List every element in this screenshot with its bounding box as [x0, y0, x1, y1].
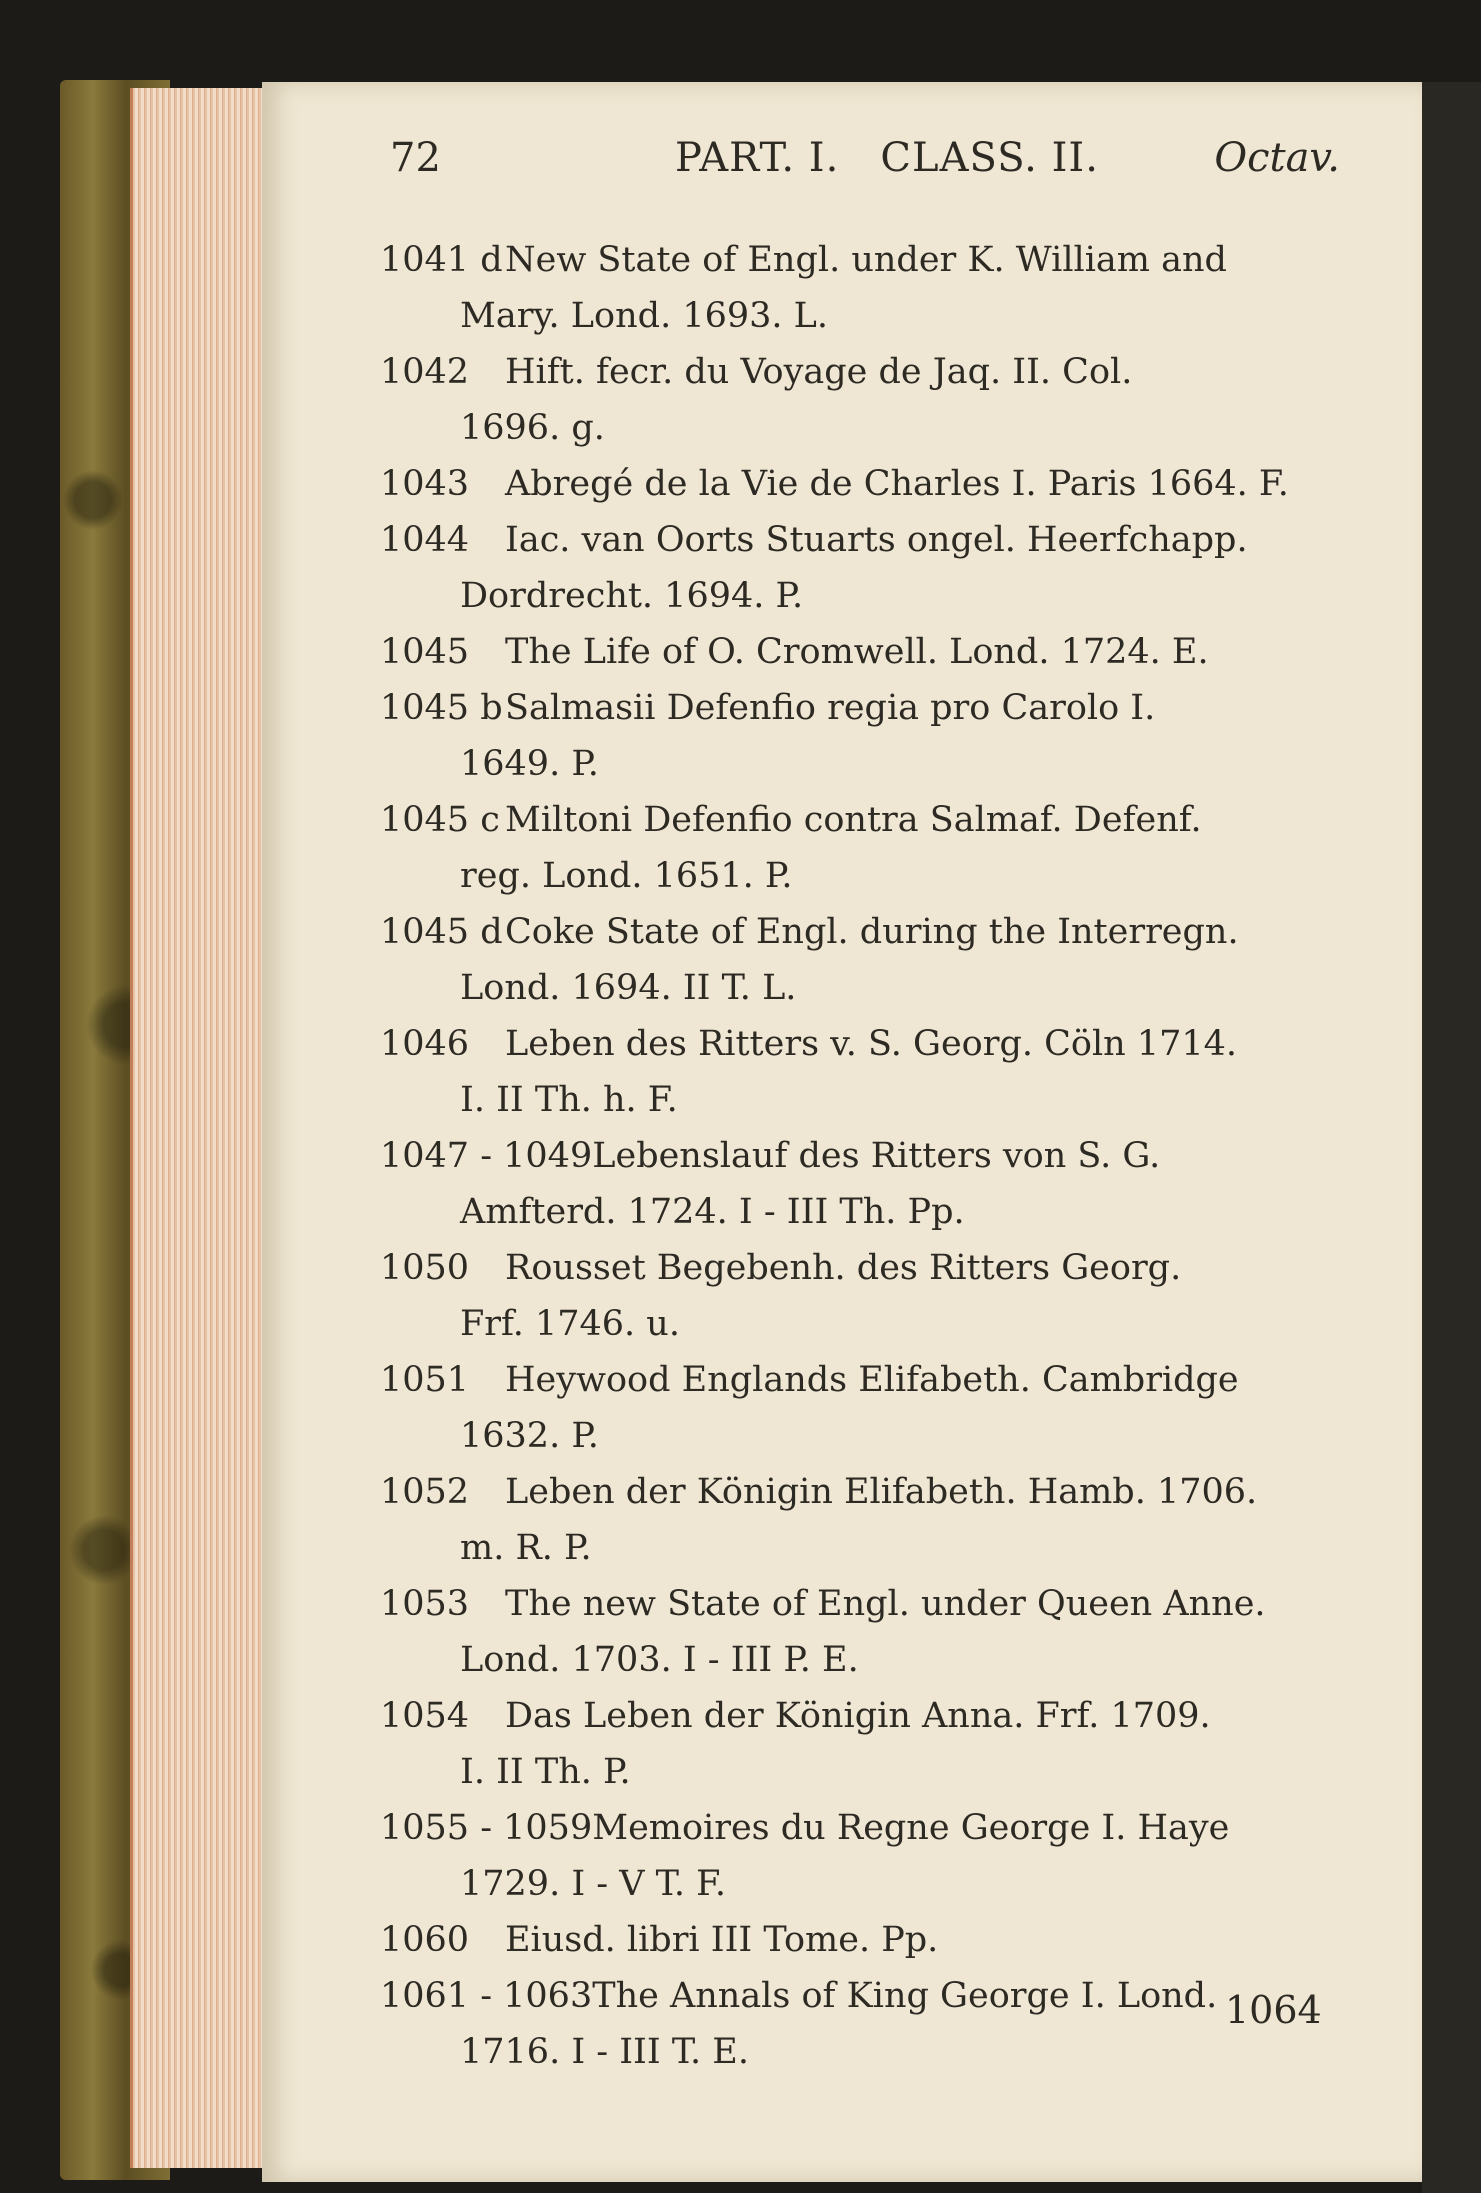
entry-continuation: I. II Th. h. F.	[460, 1080, 678, 1120]
entry-text: Iac. van Oorts Stuarts ongel. Heerfchapp.	[505, 520, 1248, 560]
entry-number: 1052	[380, 1472, 470, 1512]
entry-continuation: Lond. 1694. II T. L.	[460, 968, 797, 1008]
entry-continuation: Dordrecht. 1694. P.	[460, 576, 804, 616]
entry-continuation: 1649. P.	[460, 744, 599, 784]
entry-text: Leben der Königin Elifabeth. Hamb. 1706.	[505, 1472, 1258, 1512]
entry-number: 1044	[380, 520, 470, 560]
entry-continuation: reg. Lond. 1651. P.	[460, 856, 793, 896]
entry-continuation: 1716. I - III T. E.	[460, 2032, 749, 2072]
entry-text: Heywood Englands Elifabeth. Cambridge	[505, 1360, 1239, 1400]
entry-continuation: Frf. 1746. u.	[460, 1304, 680, 1344]
page-header	[390, 135, 1340, 195]
entry-number: 1061 - 1063	[380, 1976, 593, 2016]
entry-number: 1042	[380, 352, 470, 392]
entry-text: Eiusd. libri III Tome. Pp.	[505, 1920, 939, 1960]
catalog-entry	[380, 1912, 1350, 1968]
entry-continuation: Mary. Lond. 1693. L.	[460, 296, 829, 336]
entry-continuation: Amfterd. 1724. I - III Th. Pp.	[460, 1192, 965, 1232]
entry-text: Leben des Ritters v. S. Georg. Cöln 1714.	[505, 1024, 1238, 1064]
entry-text: Abregé de la Vie de Charles I. Paris 1664. F.	[505, 464, 1289, 504]
entry-text: Miltoni Defenfio contra Salmaf. Defenf.	[505, 800, 1202, 840]
entry-text: New State of Engl. under K. William and	[505, 240, 1227, 280]
entry-number: 1041 d	[380, 240, 503, 280]
catalog-entry	[380, 1576, 1350, 1688]
entry-number: 1043	[380, 464, 470, 504]
catalog-entry	[380, 792, 1350, 904]
entry-number: 1050	[380, 1248, 470, 1288]
catchword: 1064	[1225, 1988, 1322, 2032]
catalog-entry	[380, 680, 1350, 792]
catalog-entry	[380, 1128, 1350, 1240]
entry-number: 1051	[380, 1360, 470, 1400]
entry-text: The new State of Engl. under Queen Anne.	[505, 1584, 1266, 1624]
catalog-entry	[380, 624, 1350, 680]
entry-continuation: 1729. I - V T. F.	[460, 1864, 727, 1904]
section-title: PART. I. CLASS. II.	[675, 135, 1099, 181]
entry-number: 1055 - 1059	[380, 1808, 593, 1848]
entry-number: 1060	[380, 1920, 470, 1960]
format-label: Octav.	[1214, 135, 1340, 181]
entry-number: 1045	[380, 632, 470, 672]
entry-number: 1045 c	[380, 800, 500, 840]
entry-text: Rousset Begebenh. des Ritters Georg.	[505, 1248, 1182, 1288]
entry-number: 1047 - 1049	[380, 1136, 593, 1176]
entry-text: Hift. fecr. du Voyage de Jaq. II. Col.	[505, 352, 1133, 392]
entry-text: Lebenslauf des Ritters von S. G.	[592, 1136, 1161, 1176]
entry-number: 1054	[380, 1696, 470, 1736]
entry-number: 1053	[380, 1584, 470, 1624]
catalog-entry	[380, 1688, 1350, 1800]
entry-continuation: m. R. P.	[460, 1528, 592, 1568]
page-number: 72	[390, 135, 441, 181]
catalog-entry	[380, 1016, 1350, 1128]
entry-number: 1045 d	[380, 912, 503, 952]
entry-number: 1046	[380, 1024, 470, 1064]
catalog-entry	[380, 1800, 1350, 1912]
entry-continuation: 1696. g.	[460, 408, 605, 448]
entry-text: The Life of O. Cromwell. Lond. 1724. E.	[505, 632, 1209, 672]
catalog-entry	[380, 1464, 1350, 1576]
catalog-entry	[380, 1968, 1350, 2080]
catalog-entries	[380, 232, 1350, 2080]
page-edges	[130, 88, 273, 2168]
catalog-entry	[380, 456, 1350, 512]
entry-continuation: I. II Th. P.	[460, 1752, 631, 1792]
catalog-entry	[380, 232, 1350, 344]
catalog-entry	[380, 1352, 1350, 1464]
background-edge	[1422, 82, 1481, 2193]
entry-text: Salmasii Defenfio regia pro Carolo I.	[505, 688, 1156, 728]
catalog-entry	[380, 344, 1350, 456]
entry-number: 1045 b	[380, 688, 503, 728]
catalog-entry	[380, 1240, 1350, 1352]
entry-text: Das Leben der Königin Anna. Frf. 1709.	[505, 1696, 1211, 1736]
entry-text: Memoires du Regne George I. Haye	[592, 1808, 1230, 1848]
catalog-entry	[380, 904, 1350, 1016]
entry-continuation: 1632. P.	[460, 1416, 599, 1456]
entry-continuation: Lond. 1703. I - III P. E.	[460, 1640, 859, 1680]
entry-text: Coke State of Engl. during the Interregn.	[505, 912, 1239, 952]
catalog-entry	[380, 512, 1350, 624]
entry-text: The Annals of King George I. Lond.	[592, 1976, 1218, 2016]
